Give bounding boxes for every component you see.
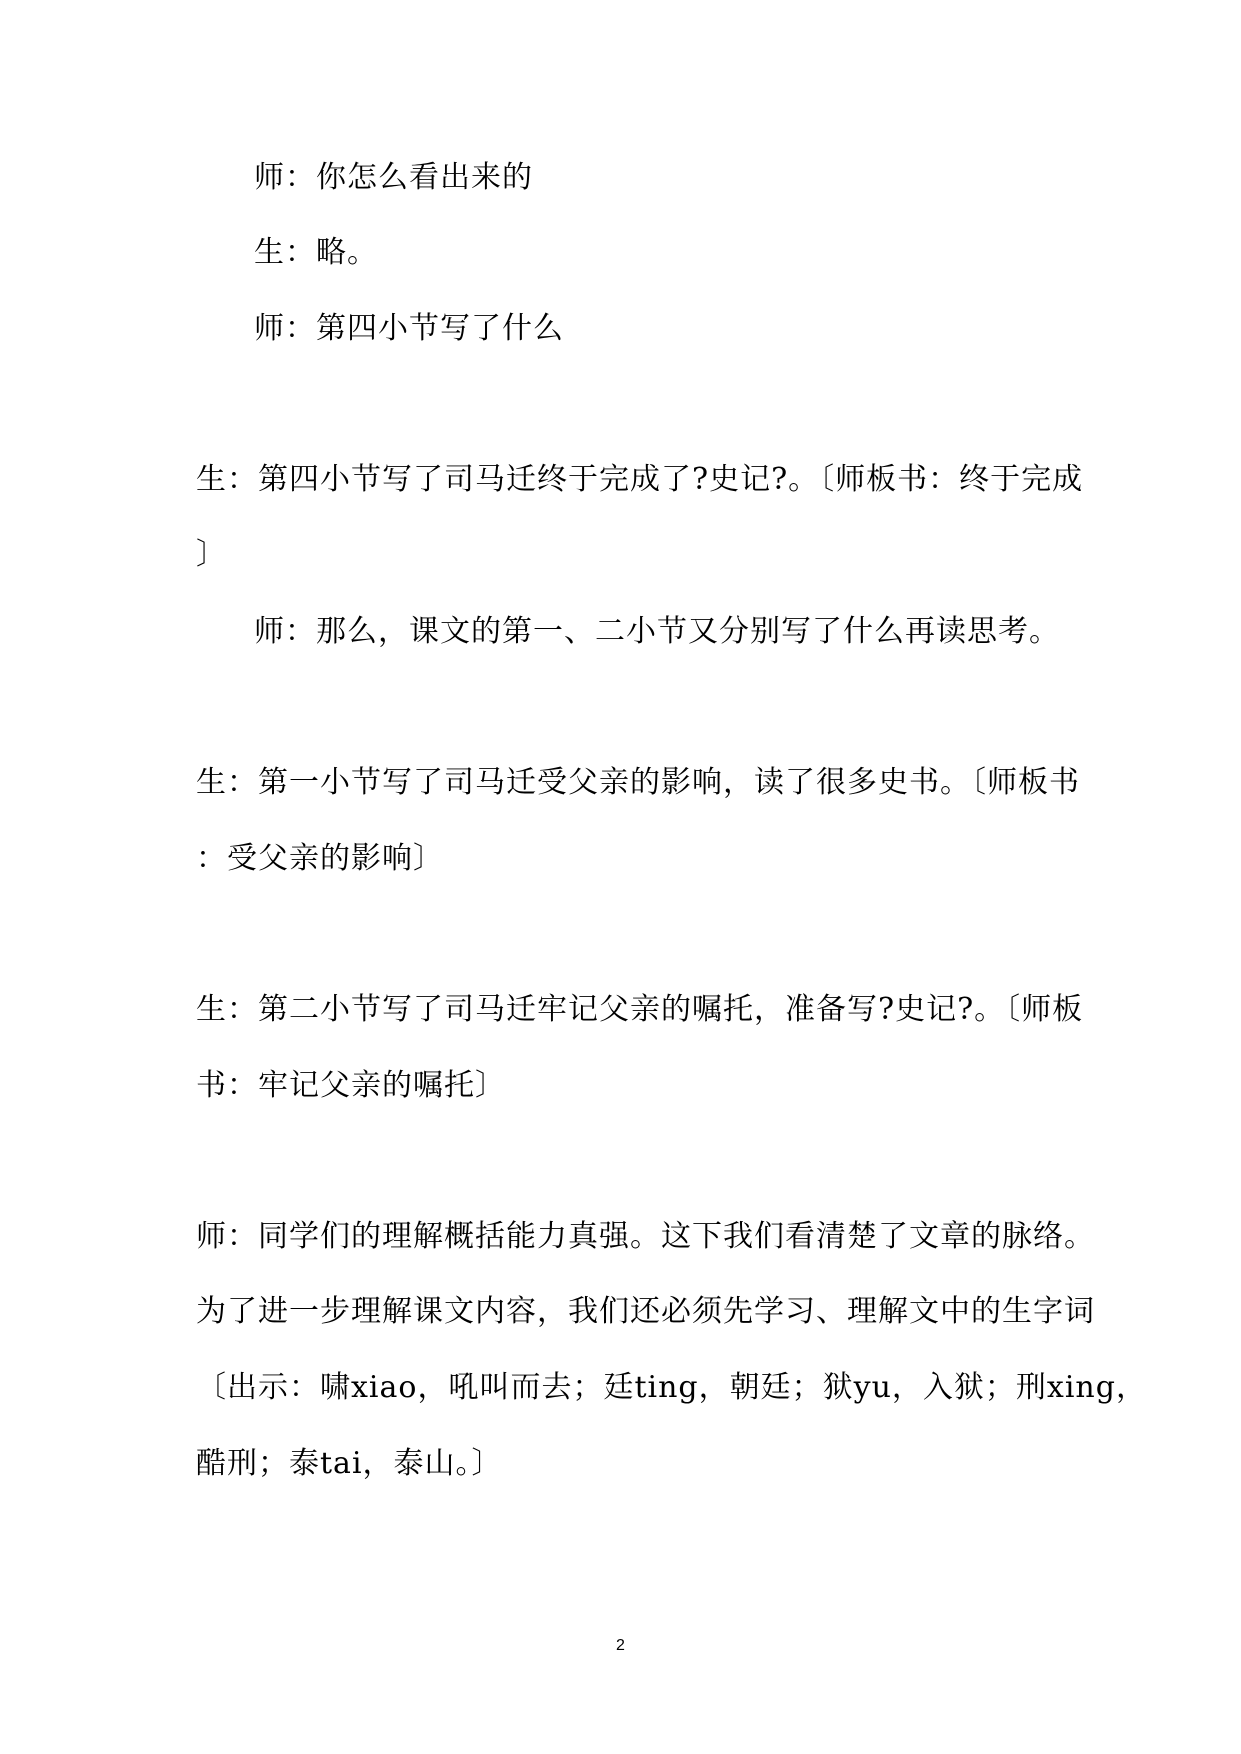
text-line-9: 生：第二小节写了司马迁牢记父亲的嘱托，准备写?史记?。〔师板 (196, 992, 1084, 1027)
text-line-14: 酷刑；泰tai，泰山。〕 (196, 1446, 503, 1481)
text-line-2: 生：略。 (254, 235, 378, 270)
text-line-13: 〔出示：啸xiao，吼叫而去；廷ting，朝廷；狱yu，入狱；刑xing， (196, 1370, 1147, 1405)
text-line-8: ：受父亲的影响〕 (196, 841, 444, 876)
text-line-5: 〕 (196, 537, 227, 572)
text-line-3: 师：第四小节写了什么 (254, 311, 564, 346)
text-line-10: 书：牢记父亲的嘱托〕 (196, 1068, 506, 1103)
text-line-12: 为了进一步理解课文内容，我们还必须先学习、理解文中的生字词 (196, 1294, 1095, 1329)
text-line-4: 生：第四小节写了司马迁终于完成了?史记?。〔师板书：终于完成 (196, 462, 1084, 497)
text-line-7: 生：第一小节写了司马迁受父亲的影响，读了很多史书。〔师板书 (196, 765, 1080, 800)
text-line-1: 师：你怎么看出来的 (254, 160, 533, 195)
page-number: 2 (616, 1637, 625, 1654)
text-line-6: 师：那么，课文的第一、二小节又分别写了什么再读思考。 (254, 614, 1060, 649)
text-line-11: 师：同学们的理解概括能力真强。这下我们看清楚了文章的脉络。 (196, 1219, 1095, 1254)
